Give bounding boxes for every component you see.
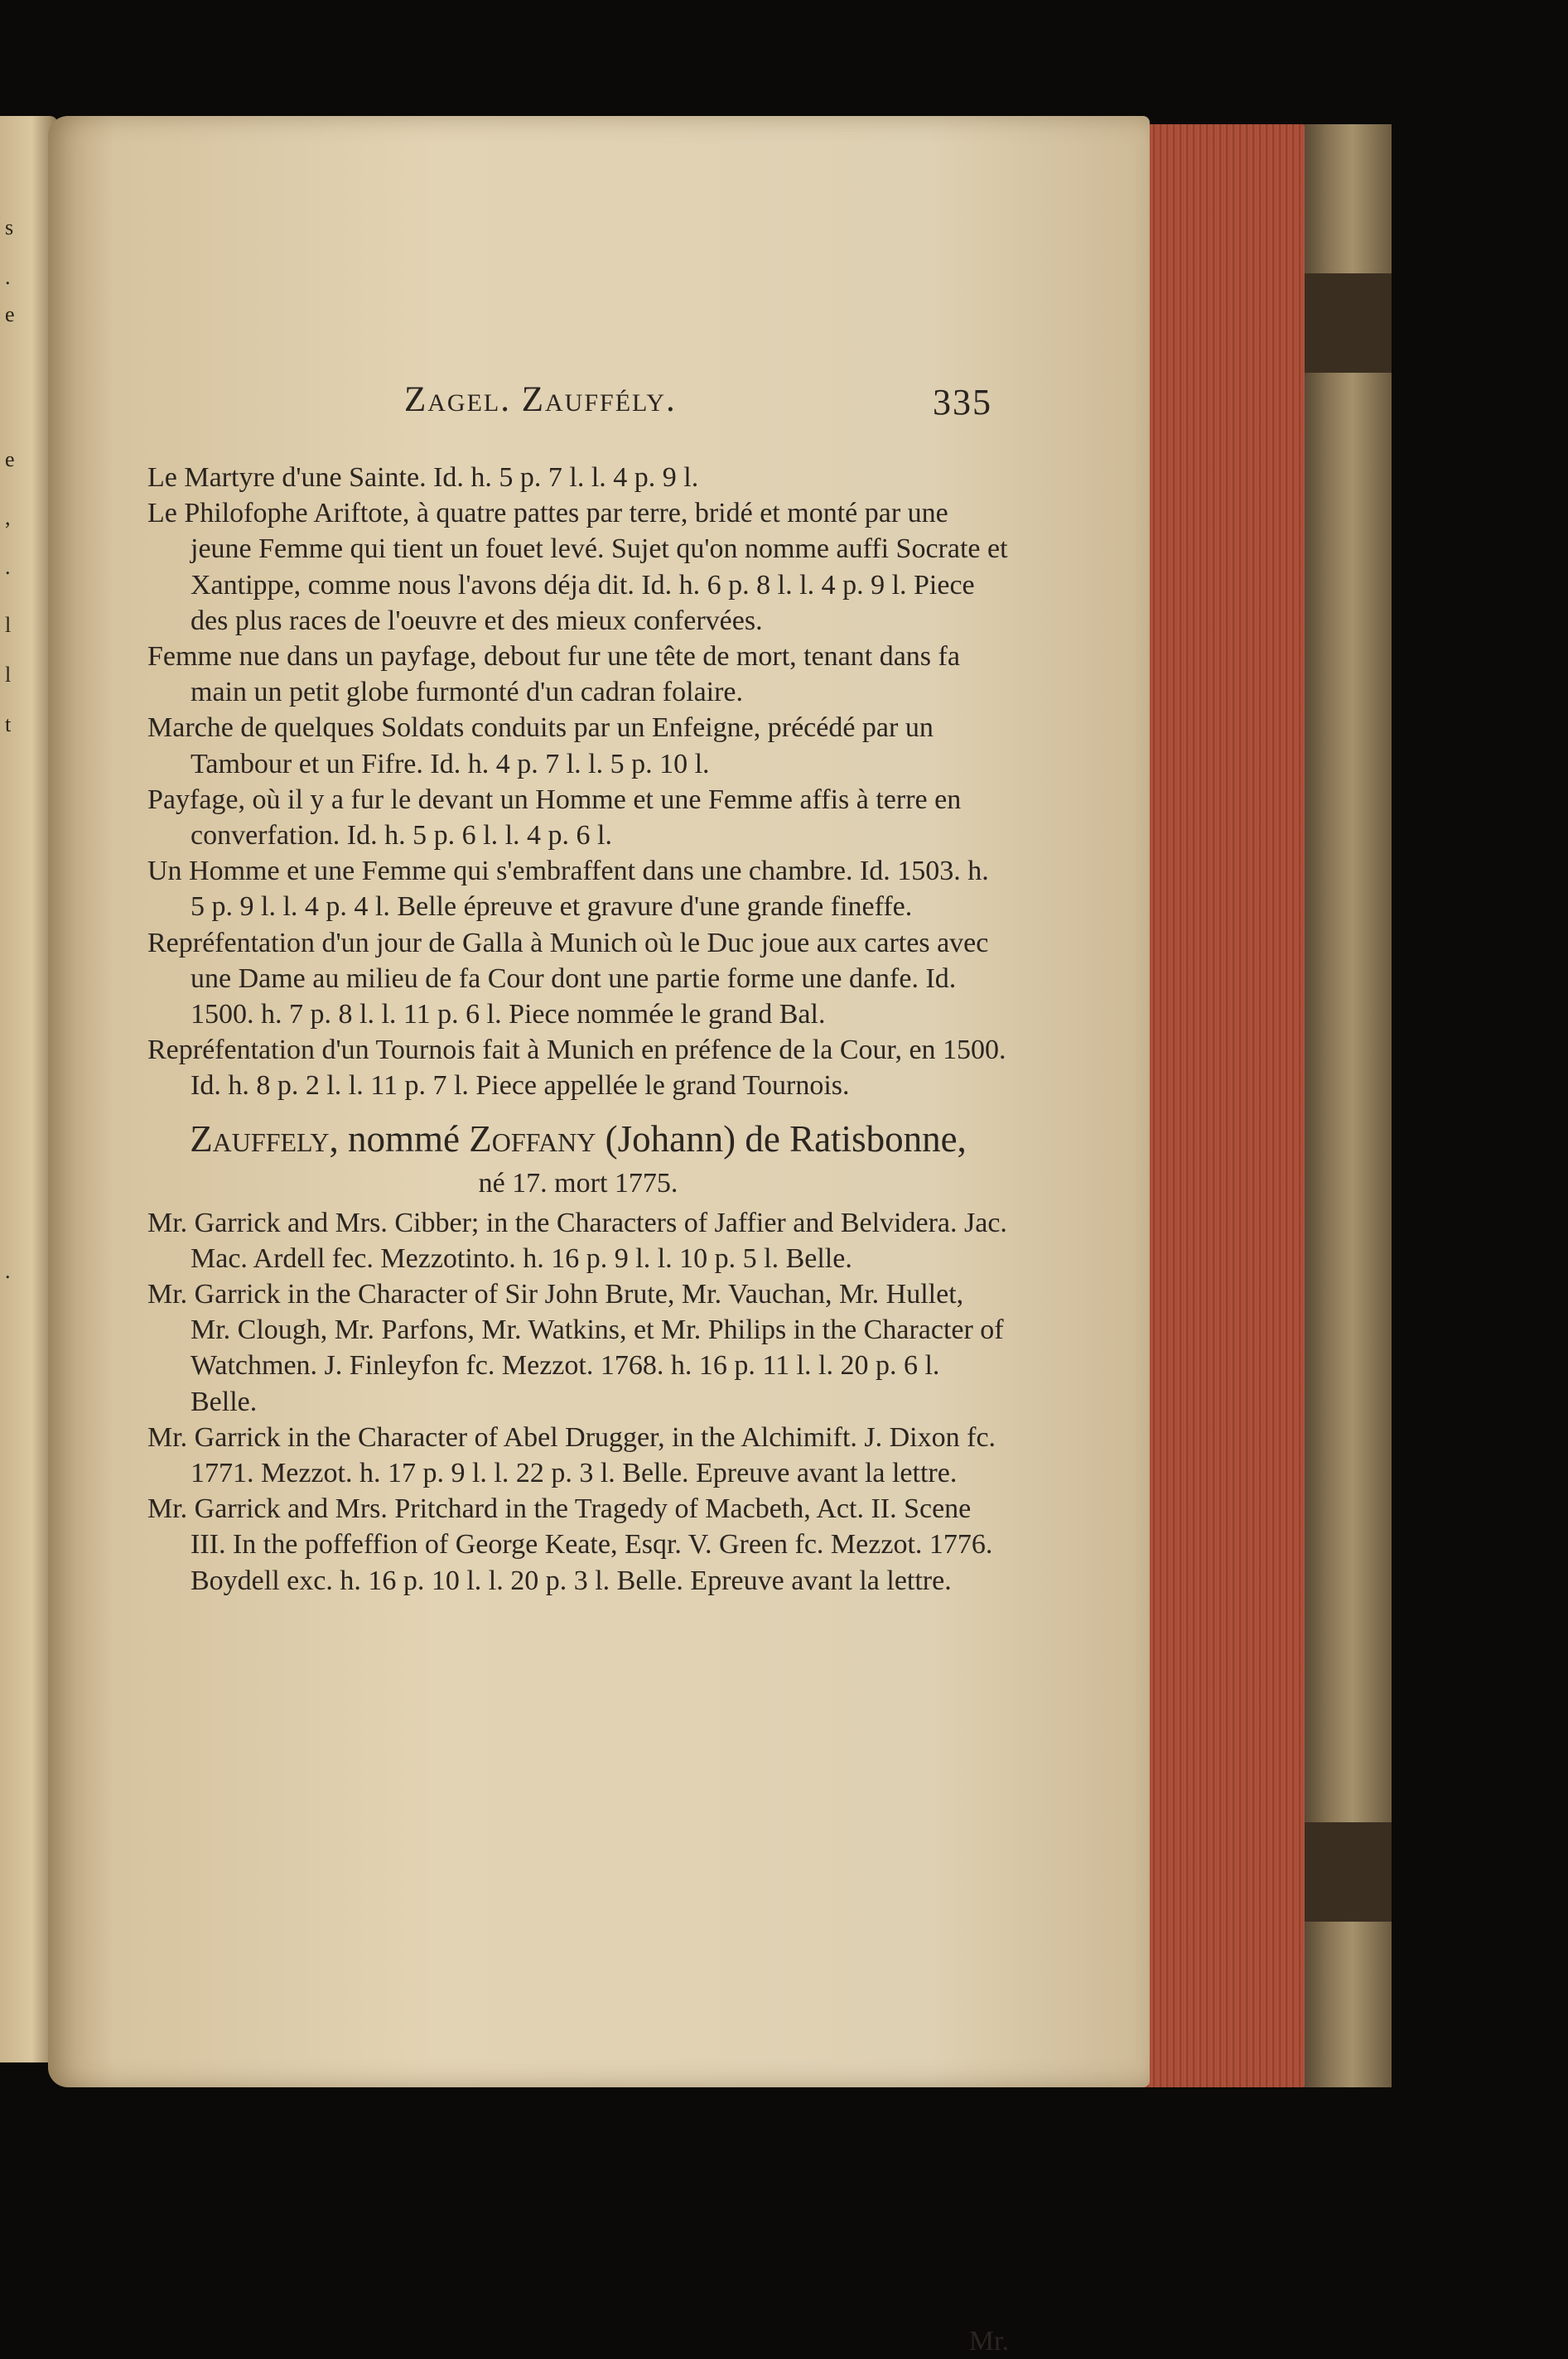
facing-page-mark: t (5, 712, 12, 736)
catalog-entry: Le Martyre d'une Sainte. Id. h. 5 p. 7 l. l. 4 p. 9 l. (147, 462, 699, 493)
spine-band (1305, 273, 1392, 373)
catalog-entry: Le Philofophe Ariftote, à quatre pattes par terre, bridé et monté par une jeune Femme qui tient un fouet levé. Sujet qu'on nomme auffi Socrate et Xantippe, comme nous l'avons déja dit. Id. h. 6 p. 8 l. l. 4 p. 9 l. Piece des plus races de l'oeuvre et des mieux confervées. (147, 498, 1008, 636)
catalog-entry: Un Homme et une Femme qui s'embraffent dans une chambre. Id. 1503. h. 5 p. 9 l. l. 4 p. 4 l. Belle épreuve et gravure d'une grande fineffe. (147, 856, 989, 923)
facing-page-mark: e (5, 302, 15, 326)
facing-page-mark: . (5, 1259, 11, 1283)
catalog-entry: Payfage, où il y a fur le devant un Homme et une Femme affis à terre en converfation. Id. h. 5 p. 6 l. l. 4 p. 6 l. (147, 784, 962, 851)
catalog-entry: Mr. Garrick and Mrs. Cibber; in the Characters of Jaffier and Belvidera. Jac. Mac. Ardell fec. Mezzotinto. h. 16 p. 9 l. l. 10 p. 5 l. Belle. (147, 1207, 1007, 1274)
heading-text: (Johann) de Ratisbonne, (596, 1117, 967, 1160)
facing-page-mark: l (5, 663, 12, 687)
page-edges-red (1136, 124, 1310, 2087)
catalog-entry: Marche de quelques Soldats conduits par un Enfeigne, précédé par un Tambour et un Fifre. Id. h. 4 p. 7 l. l. 5 p. 10 l. (147, 712, 934, 779)
page-body (147, 460, 1009, 2357)
artist-heading (147, 1116, 1009, 1162)
facing-page-mark: . (5, 265, 11, 289)
catalog-entry: Mr. Garrick and Mrs. Pritchard in the Tragedy of Macbeth, Act. II. Scene III. In the poffeffion of George Keate, Esqr. V. Green fc. Mezzot. 1776. Boydell exc. h. 16 p. 10 l. l. 20 p. 3 l. Belle. Epreuve avant la lettre. (147, 1493, 993, 1596)
artist-dates: né 17. mort 1775. (478, 1167, 678, 1199)
running-title: Zagel. Zauffély. (404, 380, 677, 419)
catalog-entry: Mr. Garrick in the Character of Sir John Brute, Mr. Vauchan, Mr. Hullet, Mr. Clough, Mr. Parfons, Mr. Watkins, et Mr. Philips in the Character of Watchmen. J. Finleyfon fc. Mezzot. 1768. h. 16 p. 11 l. l. 20 p. 6 l. Belle. (147, 1279, 1004, 1417)
heading-text: nommé (338, 1117, 470, 1160)
catalog-entry: Repréfentation d'un Tournois fait à Munich en préfence de la Cour, en 1500. Id. h. 8 p. 2 l. l. 11 p. 7 l. Piece appellée le grand Tournois. (147, 1035, 1006, 1102)
page-number: 335 (933, 382, 992, 422)
running-header (404, 379, 1034, 420)
artist-alias: Zoffany (469, 1117, 596, 1160)
facing-page-mark: e (5, 447, 15, 471)
facing-page-mark: , (5, 505, 11, 529)
facing-page-mark: s (5, 215, 14, 239)
spine-band (1305, 1822, 1392, 1922)
book-spine (1305, 124, 1392, 2087)
facing-page-mark: . (5, 555, 11, 579)
catalog-entry: Femme nue dans un payfage, debout fur une tête de mort, tenant dans fa main un petit globe furmonté d'un cadran folaire. (147, 641, 960, 708)
book-page (48, 116, 1150, 2357)
artist-name: Zauffely, (190, 1117, 339, 1160)
catalog-entry: Mr. Garrick in the Character of Abel Drugger, in the Alchimift. J. Dixon fc. 1771. Mezzot. h. 17 p. 9 l. l. 22 p. 3 l. Belle. Epreuve avant la lettre. (147, 1421, 996, 1489)
facing-page-mark: l (5, 613, 12, 637)
catchword: Mr. (968, 2326, 1009, 2357)
catalog-entry: Repréfentation d'un jour de Galla à Munich où le Duc joue aux cartes avec une Dame au milieu de fa Cour dont une partie forme une danfe. Id. 1500. h. 7 p. 8 l. l. 11 p. 6 l. Piece nommée le grand Bal. (147, 927, 989, 1030)
